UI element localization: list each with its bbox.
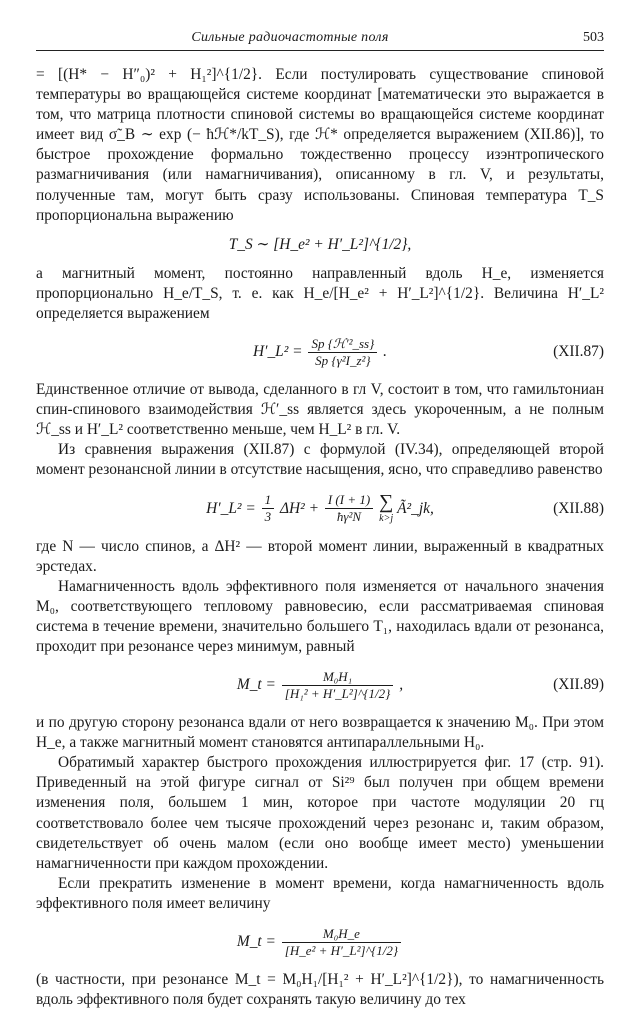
equation-xii-87-numerator: Sp {ℋ′²_ss}	[308, 336, 377, 353]
equation-xii-89-fraction	[282, 669, 394, 702]
equation-number-xii-88: (XII.88)	[553, 499, 604, 517]
equation-mt-formula	[237, 920, 403, 964]
paragraph-4: Из сравнения выражения (XII.87) с формулой (IV.34), определяющей второй момент резонансной линии в отсутствие насыщения, ясно, что справедливо равенство	[36, 441, 604, 479]
equation-xii-88	[36, 487, 604, 531]
equation-xii-87-formula	[253, 330, 387, 374]
equation-xii-88-term-1: ΔH² +	[279, 499, 319, 517]
paragraph-6: Намагниченность вдоль эффективного поля изменяется от начального значения M₀, соответствующего тепловому равновесию, если рассматриваемая спиновая система в течение времени, значительно большего T₁, находилась вдали от резонанса, проходит при резонансе через минимум, равный	[36, 577, 604, 655]
equation-xii-87-lhs: H′_L² =	[252, 343, 303, 361]
equation-ts	[36, 232, 604, 258]
equation-xii-89	[36, 663, 604, 707]
equation-xii-88-frac1-numerator: 1	[262, 492, 275, 509]
equation-mt	[36, 920, 604, 964]
equation-xii-89-numerator: M₀H₁	[282, 669, 394, 686]
equation-xii-88-lhs: H′_L² =	[206, 499, 256, 517]
equation-xii-89-formula	[237, 663, 403, 707]
running-title: Сильные радиочастотные поля	[191, 30, 389, 45]
equation-xii-88-frac2-denominator: ħγ²N	[336, 509, 362, 525]
paragraph-7: и по другую сторону резонанса вдали от него возвращается к значению M₀. При этом H_e, а также магнитный момент становятся антипараллельными H₀.	[36, 714, 604, 752]
paragraph-5: где N — число спинов, а ΔH² — второй момент линии, выраженный в квадратных эрстедах.	[36, 537, 604, 575]
page-number: 503	[583, 30, 604, 45]
equation-xii-87-tail: .	[383, 343, 388, 361]
page	[36, 28, 604, 1010]
equation-ts-formula: T_S ∼ [H_e² + H′_L²]^{1/2},	[228, 235, 412, 253]
equation-number-xii-87: (XII.87)	[553, 343, 604, 361]
paragraph-2: а магнитный момент, постоянно направленный вдоль H_e, изменяется пропорционально H_e/T_S, т. е. как H_e/[H_e² + H′_L²]^{1/2}. Величина H′_L² определяется выражением	[36, 264, 604, 322]
paragraph-3: Единственное отличие от вывода, сделанного в гл V, состоит в том, что гамильтониан спин-спинового взаимодействия ℋ′_ss является здесь укороченным, а не полным ℋ_ss и H′_L² соответственно меньше, чем H_L² в гл. V.	[36, 381, 604, 439]
equation-xii-89-lhs: M_t =	[236, 676, 276, 694]
equation-mt-fraction	[282, 926, 401, 959]
equation-xii-88-fraction-1	[262, 492, 275, 525]
equation-number-xii-89: (XII.89)	[553, 676, 604, 694]
equation-xii-88-formula	[206, 487, 434, 531]
paragraph-10: (в частности, при резонансе M_t = M₀H₁/[H₁² + H′_L²]^{1/2}), то намагниченность вдоль эффективного поля будет сохранять такую величину до тех	[36, 971, 604, 1009]
equation-mt-numerator: M₀H_e	[282, 926, 401, 943]
equation-mt-lhs: M_t =	[236, 933, 276, 950]
running-header	[36, 28, 604, 51]
equation-xii-88-term-2: Ã²_jk,	[397, 499, 434, 517]
equation-xii-89-denominator: [H₁² + H′_L²]^{1/2}	[284, 686, 391, 702]
equation-xii-87-fraction	[308, 336, 377, 369]
summation-index: k>j	[379, 512, 394, 524]
paragraph-8: Обратимый характер быстрого прохождения иллюстрируется фиг. 17 (стр. 91). Приведенный на этой фигуре сигнал от Si²⁹ был получен при общем времени изменения поля, большем 1 мин, которое при частоте модуляции 20 гц соответствовало более чем тысяче прохождений через резонанс и, таким образом, свидетельствует об очень малом (если оно вообще имеет место) уменьшении намагниченности при каждом прохождении.	[36, 754, 604, 872]
summation-symbol	[379, 492, 393, 526]
paragraph-1: = [(H* − H″₀)² + H₁²]^{1/2}. Если постулировать существование спиновой температуры во вращающейся системе координат [математически это выражается в том, что матрица плотности спиновой системы во вращающейся системе координат имеет вид σ̃_B ∼ exp (− ħℋ*/kT_S), где ℋ* определяется выражением (XII.86)], то быстрое прохождение формально тождественно процессу изэнтропического размагничивания (или намагничивания), описанному в гл. V, и результаты, полученные там, могут быть сразу использованы. Спиновая температура T_S пропорциональна выражению	[36, 66, 604, 224]
equation-xii-87	[36, 330, 604, 374]
sigma-glyph: ∑	[379, 490, 394, 513]
body-text	[36, 65, 604, 1010]
equation-xii-88-frac2-numerator: I (I + 1)	[325, 492, 373, 509]
equation-xii-88-frac1-denominator: 3	[264, 509, 272, 525]
equation-xii-89-tail: ,	[399, 676, 404, 694]
paragraph-9: Если прекратить изменение в момент времени, когда намагниченность вдоль эффективного поля имеет величину	[36, 874, 604, 912]
equation-xii-88-fraction-2	[325, 492, 373, 525]
equation-mt-denominator: [H_e² + H′_L²]^{1/2}	[284, 942, 399, 958]
equation-xii-87-denominator: Sp {γ²I_z²}	[315, 353, 371, 368]
